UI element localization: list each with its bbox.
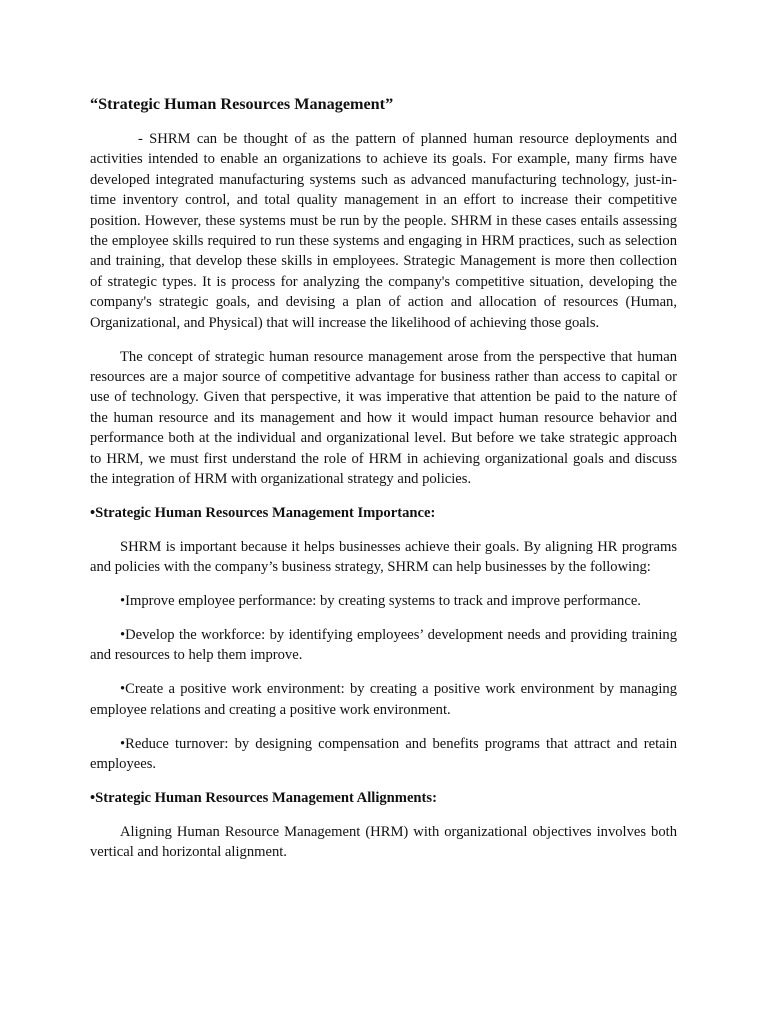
heading-importance: •Strategic Human Resources Management Importance: — [90, 504, 436, 521]
bullet-positive-environment: •Create a positive work environment: by creating a positive work environment by managing employee relations and creating a positive work environment. — [90, 681, 677, 718]
paragraph-shrm-definition: - SHRM can be thought of as the pattern of planned human resource deployments and activities intended to enable an organizations to achieve its goals. For example, many firms have developed integrated manufacturing systems such as advanced manufacturing technology, just-in-time inventory control, and total quality management in an effort to increase their competitive position. However, these systems must be run by the people. SHRM in these cases entails assessing the employee skills required to run these systems and engaging in HRM practices, such as selection and training, that develop these skills in employees. Strategic Management is more then collection of strategic types. It is process for analyzing the company's competitive situation, developing the company's strategic goals, and devising a plan of action and allocation of resources (Human, Organizational, and Physical) that will increase the likelihood of achieving those goals. — [90, 131, 677, 331]
paragraph-importance-intro: SHRM is important because it helps businesses achieve their goals. By aligning HR programs and policies with the company’s business strategy, SHRM can help businesses by the following: — [90, 538, 677, 576]
bullet-reduce-turnover: •Reduce turnover: by designing compensation and benefits programs that attract and retain employees. — [90, 735, 677, 773]
bullet-improve-performance: •Improve employee performance: by creating systems to track and improve performance. — [120, 593, 641, 610]
heading-alignments: •Strategic Human Resources Management Allignments: — [90, 789, 437, 806]
paragraph-shrm-concept: The concept of strategic human resource management arose from the perspective that human resources are a major source of competitive advantage for business rather than access to capital or use of technology. Given that perspective, it was imperative that attention be paid to the nature of the human resource and its management and how it would impact human resource behavior and performance both at the individual and organizational level. But before we take strategic approach to HRM, we must first understand the role of HRM in achieving organizational goals and discuss the integration of HRM with organizational strategy and policies. — [90, 348, 677, 487]
document-page — [90, 93, 677, 876]
bullet-develop-workforce: •Develop the workforce: by identifying employees’ development needs and providing training and resources to help them improve. — [90, 627, 677, 664]
document-title: “Strategic Human Resources Management” — [90, 95, 394, 113]
paragraph-alignments: Aligning Human Resource Management (HRM) with organizational objectives involves both vertical and horizontal alignment. — [90, 823, 677, 861]
